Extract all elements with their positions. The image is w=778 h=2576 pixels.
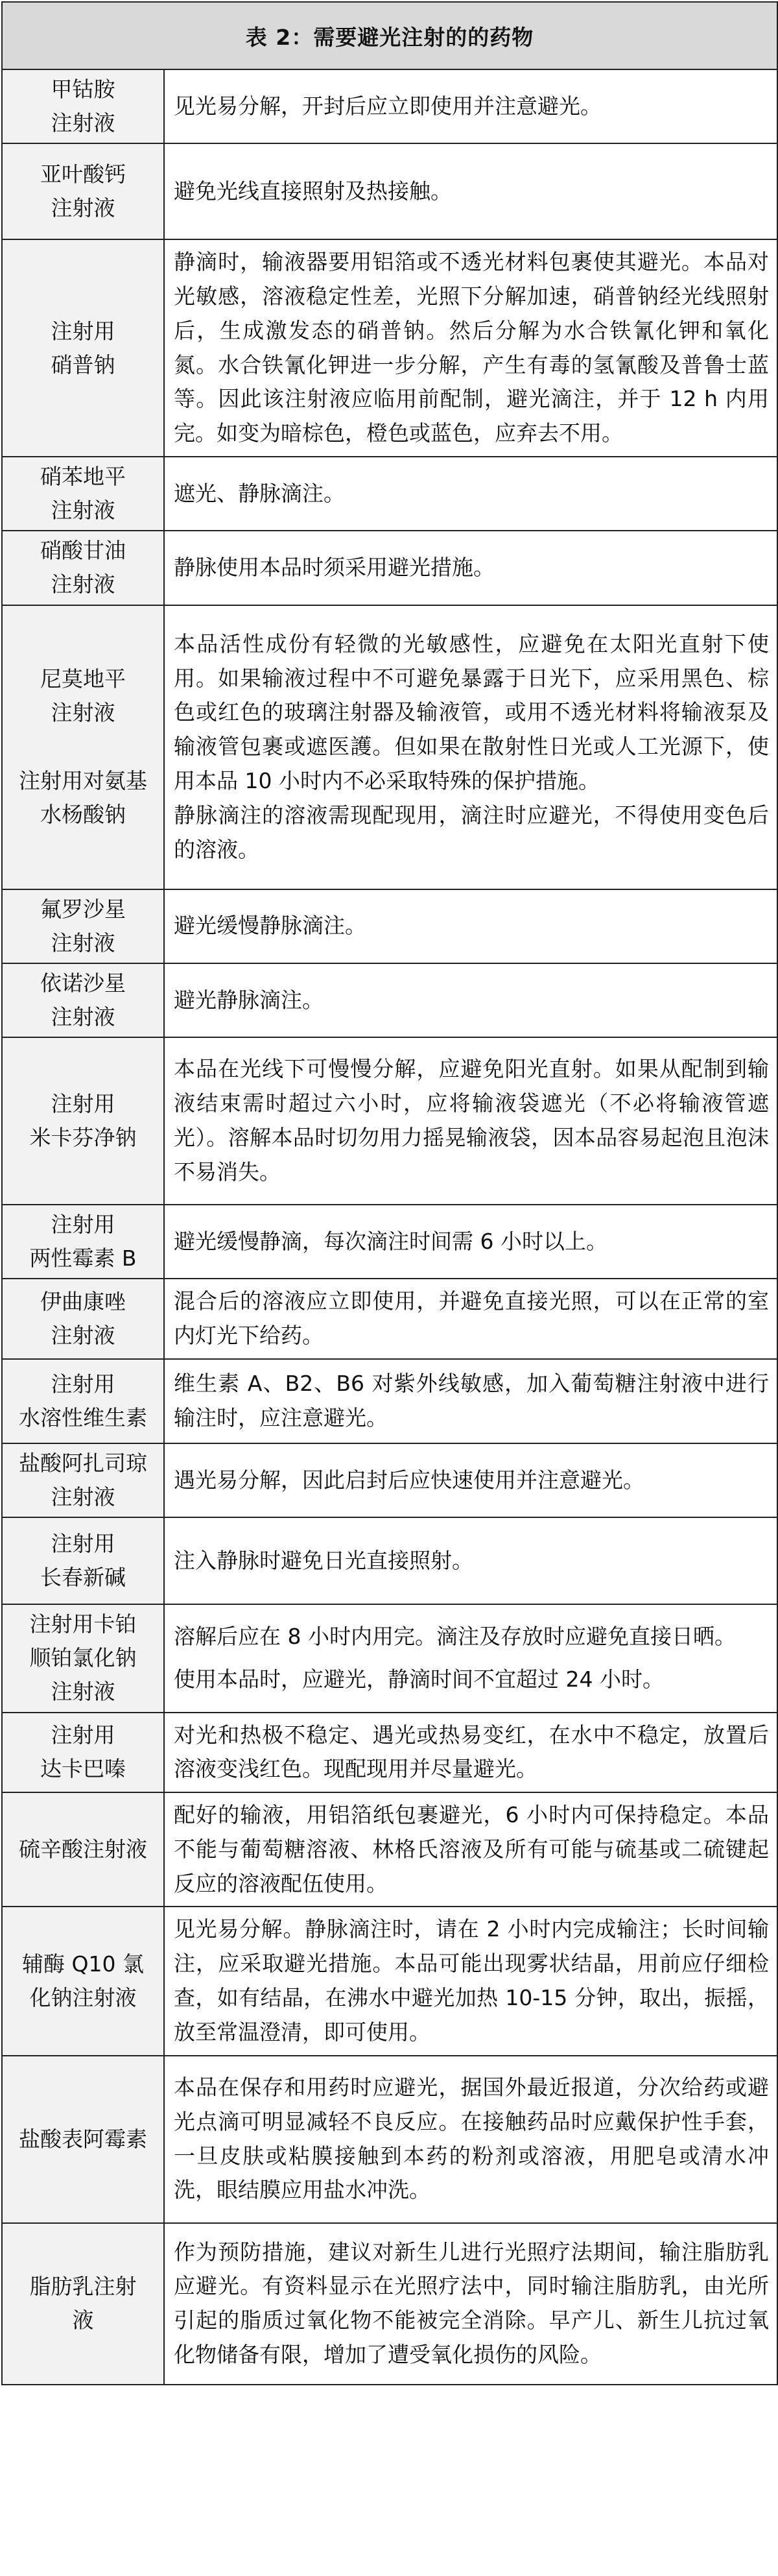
drug-name-line: 注射液 — [51, 1323, 115, 1349]
drug-name-line: 注射用 — [51, 1212, 115, 1238]
drug-instruction-cell — [164, 1907, 777, 2055]
drug-instruction-cell — [164, 1359, 777, 1443]
instruction-text: 注入静脉时避免日光直接照射。 — [174, 1547, 473, 1573]
drug-name-cell — [2, 605, 164, 889]
table-row — [2, 1792, 777, 1907]
table-row — [2, 963, 777, 1037]
drug-name-cell — [2, 889, 164, 963]
table-row — [2, 531, 777, 605]
table-row — [2, 69, 777, 143]
drug-instruction-cell — [164, 1604, 777, 1712]
drug-name-line: 注射用 — [51, 318, 115, 344]
drug-instruction-cell — [164, 605, 777, 889]
instruction-text: 配好的输液，用铝箔纸包裹避光，6 小时内可保持稳定。本品不能与葡萄糖溶液、林格氏溶液及所有可能与硫基或二硫键起反应的溶液配伍使用。 — [174, 1802, 770, 1896]
drug-name-cell — [2, 963, 164, 1037]
drug-name-cell — [2, 1792, 164, 1907]
drug-name-line: 依诺沙星 — [40, 970, 126, 996]
drug-name-line: 辅酶 Q10 氯 — [22, 1951, 144, 1977]
light-protection-drug-table — [1, 1, 778, 2385]
drug-name-cell — [2, 1604, 164, 1712]
instruction-text: 遇光易分解，因此启封后应快速使用并注意避光。 — [174, 1467, 644, 1493]
instruction-text: 避光缓慢静滴，每次滴注时间需 6 小时以上。 — [174, 1228, 607, 1254]
drug-name-line: 甲钴胺 — [51, 77, 115, 102]
drug-name-cell — [2, 457, 164, 531]
drug-name-line: 盐酸阿扎司琼 — [19, 1450, 147, 1476]
drug-instruction-cell — [164, 239, 777, 457]
drug-instruction-cell — [164, 963, 777, 1037]
drug-name-line: 硝苯地平 — [40, 464, 126, 490]
instruction-text: 本品活性成份有轻微的光敏感性，应避免在太阳光直射下使用。如果输液过程中不可避免暴露于日光下，应采用黑色、棕色或红色的玻璃注射器及输液管，或用不透光材料将输液泵及输液管包裹或遮医護。但如果在散射性日光或人工光源下，使用本品 10 小时内不必采取特殊的保护措施。 — [174, 631, 770, 793]
drug-name-line: 盐酸表阿霉素 — [19, 2126, 147, 2152]
drug-instruction-cell — [164, 1037, 777, 1205]
drug-name-line: 液 — [72, 2307, 94, 2333]
drug-name-line: 注射液 — [51, 700, 115, 726]
drug-name-line: 硫辛酸注射液 — [19, 1836, 147, 1862]
drug-name-line: 注射用卡铂 — [29, 1611, 137, 1637]
instruction-text: 遮光、静脉滴注。 — [174, 480, 345, 506]
instruction-text: 使用本品时，应避光，静滴时间不宜超过 24 小时。 — [174, 1667, 664, 1692]
drug-name-line: 注射用 — [51, 1371, 115, 1397]
drug-name-line: 注射液 — [51, 1004, 115, 1029]
drug-name-line: 达卡巴嗪 — [40, 1756, 126, 1782]
drug-name-cell — [2, 69, 164, 143]
drug-name-cell — [2, 1205, 164, 1279]
instruction-text: 静脉使用本品时须采用避光措施。 — [174, 555, 495, 580]
drug-name-cell — [2, 2223, 164, 2385]
table-row — [2, 605, 777, 889]
drug-instruction-cell — [164, 2223, 777, 2385]
drug-instruction-cell — [164, 1279, 777, 1359]
drug-name-cell — [2, 1037, 164, 1205]
table-row — [2, 1359, 777, 1443]
drug-name-line: 注射用对氨基 — [19, 767, 147, 793]
drug-instruction-cell — [164, 531, 777, 605]
drug-instruction-cell — [164, 1517, 777, 1604]
table-row — [2, 1907, 777, 2055]
instruction-text: 混合后的溶液应立即使用，并避免直接光照，可以在正常的室内灯光下给药。 — [174, 1288, 770, 1349]
drug-name-line: 伊曲康唑 — [40, 1288, 126, 1314]
drug-name-cell — [2, 1279, 164, 1359]
drug-instruction-cell — [164, 1443, 777, 1517]
drug-name-line: 米卡芬净钠 — [29, 1125, 137, 1151]
drug-name-line: 注射液 — [51, 572, 115, 597]
drug-instruction-cell — [164, 1205, 777, 1279]
instruction-text: 避光缓慢静脉滴注。 — [174, 913, 366, 939]
drug-name-line: 氟罗沙星 — [40, 896, 126, 922]
drug-name-line: 注射液 — [51, 1484, 115, 1510]
drug-instruction-cell — [164, 457, 777, 531]
table-row — [2, 239, 777, 457]
drug-name-line: 注射用 — [51, 1090, 115, 1116]
instruction-text: 本品在保存和用药时应避光，据国外最近报道，分次给药或避光点滴可明显减轻不良反应。在接触药品时应戴保护性手套，一旦皮肤或粘膜接触到本药的粉剂或溶液，用肥皂或清水冲洗，眼结膜应用盐水冲洗。 — [174, 2075, 770, 2203]
instruction-text: 对光和热极不稳定、遇光或热易变红，在水中不稳定，放置后溶液变浅红色。现配现用并尽量避光。 — [174, 1722, 770, 1782]
drug-name-line: 尼莫地平 — [40, 666, 126, 692]
drug-name-line: 脂肪乳注射 — [29, 2274, 137, 2300]
table-row — [2, 457, 777, 531]
drug-name-cell — [2, 531, 164, 605]
drug-name-line — [6, 730, 159, 764]
drug-instruction-cell — [164, 2056, 777, 2223]
drug-name-cell — [2, 143, 164, 239]
drug-name-line: 两性霉素 B — [29, 1246, 137, 1271]
instruction-text: 避免光线直接照射及热接触。 — [174, 178, 452, 204]
table-row — [2, 2223, 777, 2385]
drug-name-line: 长春新碱 — [40, 1565, 126, 1591]
table-row — [2, 1205, 777, 1279]
drug-name-cell — [2, 239, 164, 457]
drug-name-line: 注射液 — [51, 195, 115, 221]
drug-name-line: 硝普钠 — [51, 352, 115, 378]
instruction-text: 静脉滴注的溶液需现配现用，滴注时应避光，不得使用变色后的溶液。 — [174, 802, 770, 862]
instruction-text: 避光静脉滴注。 — [174, 987, 324, 1013]
table-row — [2, 1443, 777, 1517]
drug-instruction-cell — [164, 1792, 777, 1907]
drug-name-line: 硝酸甘油 — [40, 538, 126, 564]
drug-instruction-cell — [164, 889, 777, 963]
instruction-text: 作为预防措施，建议对新生儿进行光照疗法期间，输注脂肪乳应避光。有资料显示在光照疗法中，同时输注脂肪乳，由光所引起的脂质过氧化物不能被完全消除。早产儿、新生儿抗过氧化物储备有限，增加了遭受氧化损伤的风险。 — [174, 2239, 770, 2367]
drug-name-line: 水杨酸钠 — [40, 801, 126, 827]
drug-name-line: 亚叶酸钙 — [40, 162, 126, 187]
table-row — [2, 1604, 777, 1712]
table-title-row — [2, 2, 777, 69]
drug-name-line: 注射液 — [51, 498, 115, 524]
table-row — [2, 1713, 777, 1793]
drug-name-cell — [2, 1713, 164, 1793]
table-row — [2, 1037, 777, 1205]
drug-name-line: 顺铂氯化钠 — [29, 1645, 137, 1671]
table-row — [2, 1517, 777, 1604]
drug-name-line: 注射液 — [51, 930, 115, 956]
drug-instruction-cell — [164, 1713, 777, 1793]
drug-name-cell — [2, 1359, 164, 1443]
instruction-text: 维生素 A、B2、B6 对紫外线敏感，加入葡萄糖注射液中进行输注时，应注意避光。 — [174, 1371, 770, 1430]
instruction-text: 溶解后应在 8 小时内用完。滴注及存放时应避免直接日晒。 — [174, 1623, 736, 1649]
drug-instruction-cell — [164, 143, 777, 239]
table-row — [2, 1279, 777, 1359]
drug-name-cell — [2, 2056, 164, 2223]
instruction-text: 见光易分解。静脉滴注时，请在 2 小时内完成输注；长时间输注，应采取避光措施。本品可能出现雾状结晶，用前应仔细检查，如有结晶，在沸水中避光加热 10-15 分钟，取出，振摇，放至常温澄清，即可使用。 — [174, 1916, 770, 2045]
drug-name-cell — [2, 1443, 164, 1517]
table-row — [2, 2056, 777, 2223]
drug-instruction-cell — [164, 69, 777, 143]
table-row — [2, 889, 777, 963]
instruction-text: 见光易分解，开封后应立即使用并注意避光。 — [174, 93, 602, 119]
table-title: 表 2：需要避光注射的的药物 — [2, 2, 777, 69]
drug-name-line: 注射用 — [51, 1531, 115, 1556]
instruction-text: 本品在光线下可慢慢分解，应避免阳光直射。如果从配制到输液结束需时超过六小时，应将输液袋遮光（不必将输液管遮光）。溶解本品时切勿用力摇晃输液袋，因本品容易起泡且泡沫不易消失。 — [174, 1056, 770, 1185]
table-row — [2, 143, 777, 239]
drug-name-line: 注射液 — [51, 110, 115, 136]
drug-name-cell — [2, 1517, 164, 1604]
drug-name-line: 注射用 — [51, 1722, 115, 1748]
instruction-text: 静滴时，输液器要用铝箔或不透光材料包裹使其避光。本品对光敏感，溶液稳定性差，光照下分解加速，硝普钠经光线照射后，生成激发态的硝普钠。然后分解为水合铁氰化钾和氧化氮。水合铁氰化钾进一步分解，产生有毒的氢氰酸及普鲁士蓝等。因此该注射液应临用前配制，避光滴注，并于 12 h 内用完。如变为暗棕色，橙色或蓝色，应弃去不用。 — [174, 249, 770, 446]
drug-name-line: 化钠注射液 — [29, 1985, 137, 2011]
drug-name-cell — [2, 1907, 164, 2055]
drug-name-line: 水溶性维生素 — [19, 1404, 147, 1430]
drug-name-line: 注射液 — [51, 1679, 115, 1705]
